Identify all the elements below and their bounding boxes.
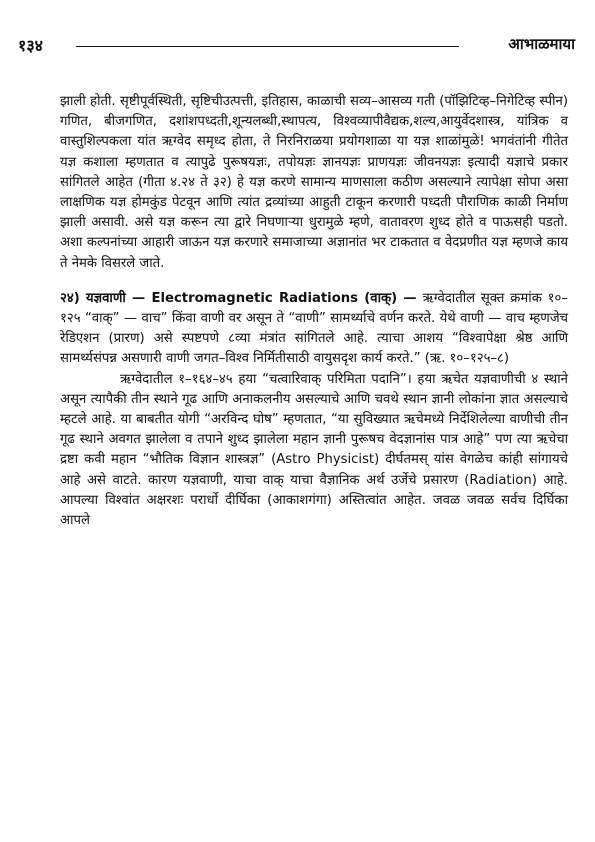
page-number: १३४: [18, 36, 43, 55]
paragraph-rigveda: ऋग्वेदातील १–१६४–४५ हया “चत्वारिवाक् परिमिता पदानि”। हया ऋचेत यज्ञवाणीची ४ स्थाने असून त्यापैकी तीन स्थाने गूढ आणि अनाकलनीय असल्याचे आणि चवथे स्थान ज्ञानी लोकांना ज्ञात असल्याचे म्हटले आहे. या बाबतीत योगी “अरविन्द घोष” म्हणतात, “या सुविख्यात ऋचेमध्ये निर्देशिलेल्या वाणीची तीन गूढ स्थाने अवगत झालेला व तपाने शुध्द झालेला महान ज्ञानी पुरूषच वेदज्ञानांस पात्र आहे” पण त्या ऋचेचा द्रष्टा कवी महान “भौतिक विज्ञान शास्त्रज्ञ” (Astro Physicist) दीर्घतमस् यांस वेगळेच कांही सांगायचे आहे असे वाटते. कारण यज्ञवाणी, याचा वाक् याचा वैज्ञानिक अर्थ उर्जेचे प्रसारण (Radiation) आहे. आपल्या विश्वांत अक्षरशः परार्धो दीर्घिका (आकाशगंगा) अस्तित्वांत आहेत. जवळ जवळ सर्वच दिर्घिका आपले: [60, 371, 568, 529]
section-heading: २४) यज्ञवाणी — Electromagnetic Radiations (वाक्) —: [60, 290, 417, 306]
book-title: आभाळमाया: [508, 35, 575, 53]
body-text: [60, 92, 568, 531]
page-header: [18, 30, 575, 60]
paragraph-continuation: झाली होती. सृष्टीपूर्वस्थिती, सृष्टिचीउत्पत्ती, इतिहास, काळाची सव्य–आसव्य गती (पॉझिटिव्ह–निगेटिव्ह स्पीन) गणित, बीजगणित, दशांशपध्दती,शून्यलब्धी,स्थापत्य, विश्वव्यापीवैद्यक,शल्य,आयुर्वेदशास्त्र, यांत्रिक व वास्तुशिल्पकला यांत ऋग्वेद समृध्द होता, ते निरनिराळया प्रयोगशाळा या यज्ञ शाळांमुळे! भगवंतांनी गीतेत यज्ञ कशाला म्हणतात व त्यापुढे पुरूषयज्ञः, तपोयज्ञः ज्ञानयज्ञः प्राणयज्ञः जीवनयज्ञः इत्यादी यज्ञाचे प्रकार सांगितले आहेत (गीता ४.२४ ते ३२) हे यज्ञ करणे सामान्य माणसाला कठीण असल्याने त्यापेक्षा सोपा असा लाक्षणिक यज्ञ होमकुंड पेटवून आणि त्यांत द्रव्यांच्या आहुती टाकून करणारी पध्दती पौराणिक काळी निर्माण झाली असावी. असे यज्ञ करून त्या द्वारे निघणाऱ्या धुरामुळे म्हणे, वातावरण शुध्द होते व पाऊसही पडतो. अशा कल्पनांच्या आहारी जाऊन यज्ञ करणारे समाजाच्या अज्ञानांत भर टाकतात व वेदप्रणीत यज्ञ म्हणजे काय ते नेमके विसरले जाते.: [60, 94, 568, 271]
header-rule: [76, 46, 459, 47]
section-paragraph: [60, 289, 568, 370]
section-text: ऋग्वेदातील सूक्त क्रमांक १०–१२५ “वाक्” — वाच” किंवा वाणी वर असून ते “वाणी” सामर्थ्याचे वर्णन करते. येथे वाणी — वाच म्हणजेच रेडिएशन (प्रारण) असे स्पष्टपणे ८व्या मंत्रांत सांगितले आहे. त्याचा आशय “विश्वापेक्षा श्रेष्ठ आणि सामर्थ्यसंपन्न असणारी वाणी जगत–विश्व निर्मितीसाठी वायुसदृश कार्य करते.” (ऋ. १०–१२५–८): [60, 290, 568, 367]
